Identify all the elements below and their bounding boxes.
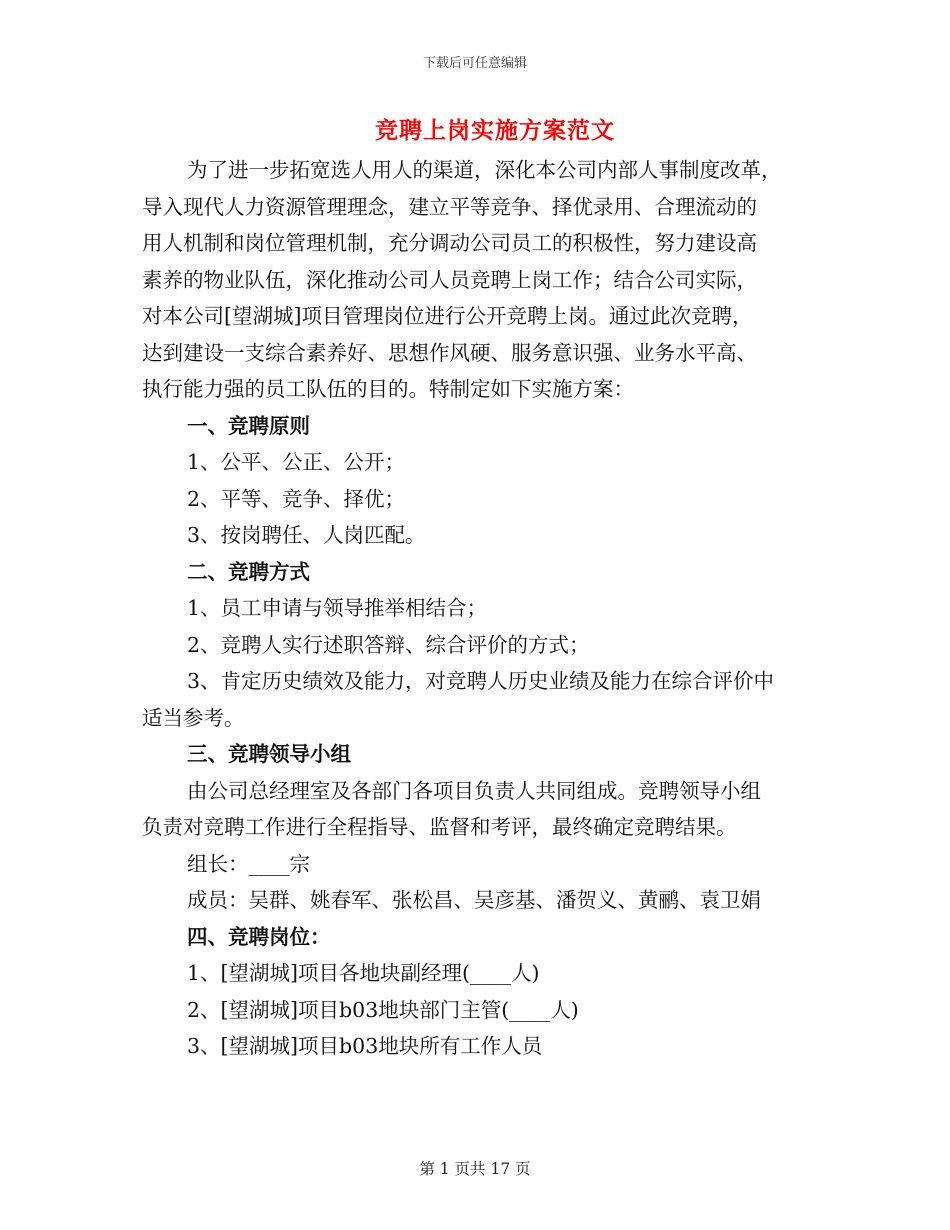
intro-line: 执行能力强的员工队伍的目的。特制定如下实施方案： bbox=[142, 377, 634, 401]
principle-item: 1、公平、公正、公开； bbox=[187, 450, 406, 474]
intro-line: 素养的物业队伍，深化推动公司人员竞聘上岗工作；结合公司实际， bbox=[142, 267, 757, 292]
position-item: 1、[望湖城]项目各地块副经理(____人) bbox=[187, 961, 540, 985]
intro-line: 为了进一步拓宽选人用人的渠道，深化本公司内部人事制度改革， bbox=[187, 158, 782, 182]
leadership-members: 成员：吴群、姚春军、张松昌、吴彦基、潘贺义、黄鹂、袁卫娟 bbox=[187, 888, 761, 912]
section-heading-principles: 一、竞聘原则 bbox=[187, 413, 310, 438]
section-heading-leadership: 三、竞聘领导小组 bbox=[187, 742, 351, 766]
page-footer: 第 1 页共 17 页 bbox=[419, 1160, 531, 1178]
intro-line: 用人机制和岗位管理机制，充分调动公司员工的积极性，努力建设高 bbox=[142, 231, 757, 255]
method-item: 2、竞聘人实行述职答辩、综合评价的方式； bbox=[187, 632, 590, 657]
document-body bbox=[142, 152, 817, 1065]
leadership-desc: 负责对竞聘工作进行全程指导、监督和考评，最终确定竞聘结果。 bbox=[142, 815, 737, 839]
principle-item: 3、按岗聘任、人岗匹配。 bbox=[187, 523, 426, 547]
document-title: 竞聘上岗实施方案范文 bbox=[375, 117, 615, 144]
leadership-leader: 组长：____宗 bbox=[187, 851, 310, 876]
method-item: 1、员工申请与领导推举相结合； bbox=[187, 596, 488, 620]
intro-line: 达到建设一支综合素养好、思想作风硬、服务意识强、业务水平高、 bbox=[142, 340, 757, 365]
intro-line: 导入现代人力资源管理理念，建立平等竞争、择优录用、合理流动的 bbox=[142, 194, 757, 219]
position-item: 3、[望湖城]项目b03地块所有工作人员 bbox=[187, 1034, 543, 1058]
position-item: 2、[望湖城]项目b03地块部门主管(____人) bbox=[187, 997, 579, 1022]
method-item-continuation: 适当参考。 bbox=[142, 705, 245, 730]
method-item: 3、肯定历史绩效及能力，对竞聘人历史业绩及能力在综合评价中 bbox=[187, 669, 775, 693]
principle-item: 2、平等、竞争、择优； bbox=[187, 486, 406, 511]
leadership-desc: 由公司总经理室及各部门各项目负责人共同组成。竞聘领导小组 bbox=[187, 778, 761, 803]
header-note: 下载后可任意编辑 bbox=[422, 56, 527, 71]
section-heading-positions: 四、竞聘岗位： bbox=[187, 924, 331, 949]
intro-line: 对本公司[望湖城]项目管理岗位进行公开竞聘上岗。通过此次竞聘， bbox=[142, 304, 753, 328]
section-heading-method: 二、竞聘方式 bbox=[187, 559, 310, 584]
